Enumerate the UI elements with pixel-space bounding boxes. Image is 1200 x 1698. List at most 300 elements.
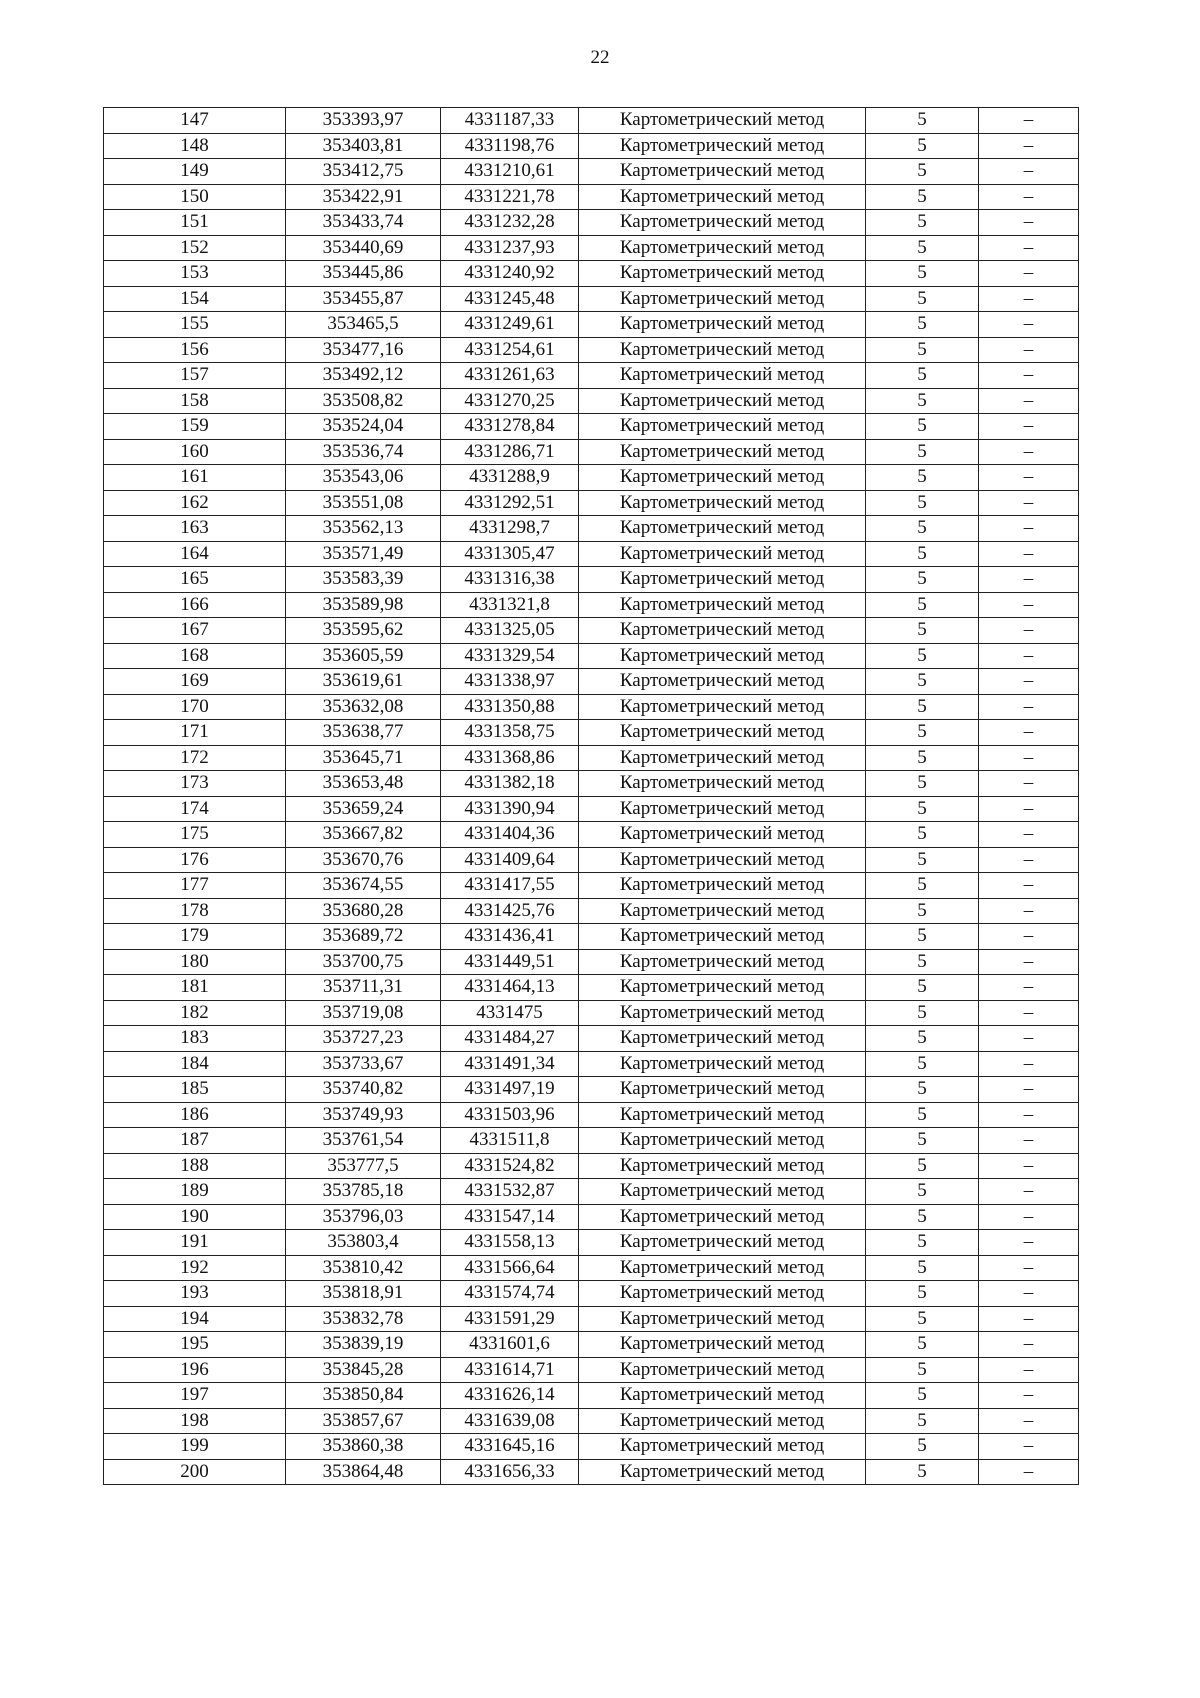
accuracy-cell: 5 (866, 1434, 979, 1460)
point-number-cell: 158 (104, 388, 286, 414)
y-coordinate-cell: 4331261,63 (441, 363, 579, 389)
dash-cell: – (979, 1306, 1079, 1332)
accuracy-cell: 5 (866, 1204, 979, 1230)
y-coordinate-cell: 4331436,41 (441, 924, 579, 950)
y-coordinate-cell: 4331321,8 (441, 592, 579, 618)
table-row (104, 337, 1079, 363)
accuracy-cell: 5 (866, 720, 979, 746)
method-cell: Картометрический метод (579, 235, 866, 261)
y-coordinate-cell: 4331240,92 (441, 261, 579, 287)
table-row (104, 694, 1079, 720)
point-number-cell: 163 (104, 516, 286, 542)
accuracy-cell: 5 (866, 949, 979, 975)
method-cell: Картометрический метод (579, 439, 866, 465)
accuracy-cell: 5 (866, 1000, 979, 1026)
y-coordinate-cell: 4331210,61 (441, 159, 579, 185)
dash-cell: – (979, 669, 1079, 695)
table-row (104, 1332, 1079, 1358)
point-number-cell: 161 (104, 465, 286, 491)
x-coordinate-cell: 353465,5 (286, 312, 441, 338)
point-number-cell: 155 (104, 312, 286, 338)
y-coordinate-cell: 4331491,34 (441, 1051, 579, 1077)
x-coordinate-cell: 353733,67 (286, 1051, 441, 1077)
y-coordinate-cell: 4331288,9 (441, 465, 579, 491)
method-cell: Картометрический метод (579, 337, 866, 363)
accuracy-cell: 5 (866, 694, 979, 720)
accuracy-cell: 5 (866, 490, 979, 516)
accuracy-cell: 5 (866, 1153, 979, 1179)
x-coordinate-cell: 353719,08 (286, 1000, 441, 1026)
table-row (104, 465, 1079, 491)
point-number-cell: 152 (104, 235, 286, 261)
accuracy-cell: 5 (866, 465, 979, 491)
dash-cell: – (979, 286, 1079, 312)
x-coordinate-cell: 353440,69 (286, 235, 441, 261)
method-cell: Картометрический метод (579, 286, 866, 312)
point-number-cell: 182 (104, 1000, 286, 1026)
x-coordinate-cell: 353477,16 (286, 337, 441, 363)
table-row (104, 592, 1079, 618)
point-number-cell: 186 (104, 1102, 286, 1128)
point-number-cell: 168 (104, 643, 286, 669)
point-number-cell: 162 (104, 490, 286, 516)
table-row (104, 414, 1079, 440)
accuracy-cell: 5 (866, 669, 979, 695)
y-coordinate-cell: 4331350,88 (441, 694, 579, 720)
y-coordinate-cell: 4331614,71 (441, 1357, 579, 1383)
point-number-cell: 200 (104, 1459, 286, 1485)
accuracy-cell: 5 (866, 873, 979, 899)
accuracy-cell: 5 (866, 618, 979, 644)
x-coordinate-cell: 353562,13 (286, 516, 441, 542)
y-coordinate-cell: 4331198,76 (441, 133, 579, 159)
point-number-cell: 180 (104, 949, 286, 975)
accuracy-cell: 5 (866, 1281, 979, 1307)
method-cell: Картометрический метод (579, 1332, 866, 1358)
x-coordinate-cell: 353839,19 (286, 1332, 441, 1358)
method-cell: Картометрический метод (579, 388, 866, 414)
y-coordinate-cell: 4331187,33 (441, 108, 579, 134)
dash-cell: – (979, 924, 1079, 950)
table-row (104, 1383, 1079, 1409)
x-coordinate-cell: 353659,24 (286, 796, 441, 822)
table-row (104, 1204, 1079, 1230)
dash-cell: – (979, 363, 1079, 389)
x-coordinate-cell: 353536,74 (286, 439, 441, 465)
coordinates-table-body (104, 108, 1079, 1485)
coordinates-table (103, 107, 1079, 1485)
table-row (104, 567, 1079, 593)
point-number-cell: 191 (104, 1230, 286, 1256)
method-cell: Картометрический метод (579, 1026, 866, 1052)
point-number-cell: 179 (104, 924, 286, 950)
table-row (104, 796, 1079, 822)
accuracy-cell: 5 (866, 1128, 979, 1154)
point-number-cell: 181 (104, 975, 286, 1001)
method-cell: Картометрический метод (579, 643, 866, 669)
accuracy-cell: 5 (866, 363, 979, 389)
dash-cell: – (979, 975, 1079, 1001)
table-row (104, 669, 1079, 695)
table-row (104, 261, 1079, 287)
x-coordinate-cell: 353749,93 (286, 1102, 441, 1128)
y-coordinate-cell: 4331417,55 (441, 873, 579, 899)
y-coordinate-cell: 4331547,14 (441, 1204, 579, 1230)
x-coordinate-cell: 353524,04 (286, 414, 441, 440)
method-cell: Картометрический метод (579, 873, 866, 899)
point-number-cell: 147 (104, 108, 286, 134)
point-number-cell: 170 (104, 694, 286, 720)
x-coordinate-cell: 353700,75 (286, 949, 441, 975)
dash-cell: – (979, 414, 1079, 440)
accuracy-cell: 5 (866, 1255, 979, 1281)
accuracy-cell: 5 (866, 439, 979, 465)
method-cell: Картометрический метод (579, 796, 866, 822)
dash-cell: – (979, 618, 1079, 644)
x-coordinate-cell: 353605,59 (286, 643, 441, 669)
dash-cell: – (979, 1102, 1079, 1128)
x-coordinate-cell: 353850,84 (286, 1383, 441, 1409)
x-coordinate-cell: 353667,82 (286, 822, 441, 848)
point-number-cell: 183 (104, 1026, 286, 1052)
dash-cell: – (979, 516, 1079, 542)
table-row (104, 1408, 1079, 1434)
method-cell: Картометрический метод (579, 949, 866, 975)
y-coordinate-cell: 4331511,8 (441, 1128, 579, 1154)
dash-cell: – (979, 1204, 1079, 1230)
dash-cell: – (979, 592, 1079, 618)
accuracy-cell: 5 (866, 210, 979, 236)
x-coordinate-cell: 353645,71 (286, 745, 441, 771)
x-coordinate-cell: 353785,18 (286, 1179, 441, 1205)
y-coordinate-cell: 4331409,64 (441, 847, 579, 873)
method-cell: Картометрический метод (579, 669, 866, 695)
table-row (104, 643, 1079, 669)
accuracy-cell: 5 (866, 312, 979, 338)
accuracy-cell: 5 (866, 1102, 979, 1128)
dash-cell: – (979, 490, 1079, 516)
accuracy-cell: 5 (866, 822, 979, 848)
table-row (104, 184, 1079, 210)
table-row (104, 1281, 1079, 1307)
table-row (104, 541, 1079, 567)
x-coordinate-cell: 353832,78 (286, 1306, 441, 1332)
y-coordinate-cell: 4331338,97 (441, 669, 579, 695)
method-cell: Картометрический метод (579, 1102, 866, 1128)
x-coordinate-cell: 353393,97 (286, 108, 441, 134)
dash-cell: – (979, 847, 1079, 873)
table-row (104, 1051, 1079, 1077)
point-number-cell: 159 (104, 414, 286, 440)
point-number-cell: 198 (104, 1408, 286, 1434)
table-row (104, 235, 1079, 261)
dash-cell: – (979, 1153, 1079, 1179)
dash-cell: – (979, 796, 1079, 822)
x-coordinate-cell: 353810,42 (286, 1255, 441, 1281)
y-coordinate-cell: 4331566,64 (441, 1255, 579, 1281)
method-cell: Картометрический метод (579, 567, 866, 593)
dash-cell: – (979, 822, 1079, 848)
point-number-cell: 189 (104, 1179, 286, 1205)
accuracy-cell: 5 (866, 541, 979, 567)
method-cell: Картометрический метод (579, 184, 866, 210)
x-coordinate-cell: 353433,74 (286, 210, 441, 236)
x-coordinate-cell: 353740,82 (286, 1077, 441, 1103)
method-cell: Картометрический метод (579, 465, 866, 491)
dash-cell: – (979, 1434, 1079, 1460)
accuracy-cell: 5 (866, 388, 979, 414)
x-coordinate-cell: 353796,03 (286, 1204, 441, 1230)
x-coordinate-cell: 353455,87 (286, 286, 441, 312)
method-cell: Картометрический метод (579, 1230, 866, 1256)
method-cell: Картометрический метод (579, 924, 866, 950)
dash-cell: – (979, 1332, 1079, 1358)
y-coordinate-cell: 4331532,87 (441, 1179, 579, 1205)
accuracy-cell: 5 (866, 337, 979, 363)
point-number-cell: 154 (104, 286, 286, 312)
table-row (104, 159, 1079, 185)
accuracy-cell: 5 (866, 975, 979, 1001)
point-number-cell: 174 (104, 796, 286, 822)
x-coordinate-cell: 353412,75 (286, 159, 441, 185)
table-row (104, 949, 1079, 975)
x-coordinate-cell: 353711,31 (286, 975, 441, 1001)
x-coordinate-cell: 353583,39 (286, 567, 441, 593)
x-coordinate-cell: 353445,86 (286, 261, 441, 287)
method-cell: Картометрический метод (579, 1357, 866, 1383)
dash-cell: – (979, 541, 1079, 567)
point-number-cell: 164 (104, 541, 286, 567)
table-row (104, 1128, 1079, 1154)
method-cell: Картометрический метод (579, 1306, 866, 1332)
point-number-cell: 173 (104, 771, 286, 797)
point-number-cell: 165 (104, 567, 286, 593)
x-coordinate-cell: 353777,5 (286, 1153, 441, 1179)
method-cell: Картометрический метод (579, 1051, 866, 1077)
method-cell: Картометрический метод (579, 975, 866, 1001)
table-row (104, 312, 1079, 338)
point-number-cell: 193 (104, 1281, 286, 1307)
dash-cell: – (979, 694, 1079, 720)
x-coordinate-cell: 353632,08 (286, 694, 441, 720)
accuracy-cell: 5 (866, 159, 979, 185)
method-cell: Картометрический метод (579, 414, 866, 440)
method-cell: Картометрический метод (579, 1000, 866, 1026)
dash-cell: – (979, 745, 1079, 771)
method-cell: Картометрический метод (579, 516, 866, 542)
dash-cell: – (979, 184, 1079, 210)
table-row (104, 388, 1079, 414)
accuracy-cell: 5 (866, 1459, 979, 1485)
table-row (104, 924, 1079, 950)
y-coordinate-cell: 4331601,6 (441, 1332, 579, 1358)
dash-cell: – (979, 1408, 1079, 1434)
accuracy-cell: 5 (866, 261, 979, 287)
accuracy-cell: 5 (866, 286, 979, 312)
method-cell: Картометрический метод (579, 1204, 866, 1230)
x-coordinate-cell: 353860,38 (286, 1434, 441, 1460)
dash-cell: – (979, 465, 1079, 491)
x-coordinate-cell: 353845,28 (286, 1357, 441, 1383)
table-row (104, 1179, 1079, 1205)
x-coordinate-cell: 353653,48 (286, 771, 441, 797)
y-coordinate-cell: 4331656,33 (441, 1459, 579, 1485)
dash-cell: – (979, 1230, 1079, 1256)
x-coordinate-cell: 353680,28 (286, 898, 441, 924)
accuracy-cell: 5 (866, 592, 979, 618)
point-number-cell: 176 (104, 847, 286, 873)
x-coordinate-cell: 353689,72 (286, 924, 441, 950)
method-cell: Картометрический метод (579, 1077, 866, 1103)
method-cell: Картометрический метод (579, 1281, 866, 1307)
point-number-cell: 150 (104, 184, 286, 210)
point-number-cell: 149 (104, 159, 286, 185)
table-row (104, 822, 1079, 848)
x-coordinate-cell: 353674,55 (286, 873, 441, 899)
table-row (104, 108, 1079, 134)
dash-cell: – (979, 1026, 1079, 1052)
accuracy-cell: 5 (866, 847, 979, 873)
table-row (104, 771, 1079, 797)
x-coordinate-cell: 353492,12 (286, 363, 441, 389)
method-cell: Картометрический метод (579, 618, 866, 644)
accuracy-cell: 5 (866, 184, 979, 210)
x-coordinate-cell: 353543,06 (286, 465, 441, 491)
table-row (104, 1230, 1079, 1256)
method-cell: Картометрический метод (579, 1255, 866, 1281)
accuracy-cell: 5 (866, 1026, 979, 1052)
point-number-cell: 196 (104, 1357, 286, 1383)
y-coordinate-cell: 4331449,51 (441, 949, 579, 975)
accuracy-cell: 5 (866, 796, 979, 822)
method-cell: Картометрический метод (579, 1179, 866, 1205)
table-row (104, 720, 1079, 746)
y-coordinate-cell: 4331639,08 (441, 1408, 579, 1434)
method-cell: Картометрический метод (579, 210, 866, 236)
method-cell: Картометрический метод (579, 592, 866, 618)
table-row (104, 1357, 1079, 1383)
method-cell: Картометрический метод (579, 822, 866, 848)
point-number-cell: 157 (104, 363, 286, 389)
x-coordinate-cell: 353422,91 (286, 184, 441, 210)
accuracy-cell: 5 (866, 1051, 979, 1077)
y-coordinate-cell: 4331464,13 (441, 975, 579, 1001)
dash-cell: – (979, 337, 1079, 363)
table-row (104, 745, 1079, 771)
point-number-cell: 151 (104, 210, 286, 236)
table-row (104, 975, 1079, 1001)
dash-cell: – (979, 1255, 1079, 1281)
y-coordinate-cell: 4331368,86 (441, 745, 579, 771)
table-row (104, 1153, 1079, 1179)
y-coordinate-cell: 4331292,51 (441, 490, 579, 516)
point-number-cell: 185 (104, 1077, 286, 1103)
method-cell: Картометрический метод (579, 490, 866, 516)
y-coordinate-cell: 4331574,74 (441, 1281, 579, 1307)
method-cell: Картометрический метод (579, 1459, 866, 1485)
method-cell: Картометрический метод (579, 312, 866, 338)
accuracy-cell: 5 (866, 414, 979, 440)
method-cell: Картометрический метод (579, 898, 866, 924)
dash-cell: – (979, 873, 1079, 899)
method-cell: Картометрический метод (579, 108, 866, 134)
accuracy-cell: 5 (866, 924, 979, 950)
accuracy-cell: 5 (866, 643, 979, 669)
dash-cell: – (979, 312, 1079, 338)
y-coordinate-cell: 4331497,19 (441, 1077, 579, 1103)
accuracy-cell: 5 (866, 1077, 979, 1103)
y-coordinate-cell: 4331591,29 (441, 1306, 579, 1332)
point-number-cell: 195 (104, 1332, 286, 1358)
x-coordinate-cell: 353589,98 (286, 592, 441, 618)
accuracy-cell: 5 (866, 771, 979, 797)
accuracy-cell: 5 (866, 235, 979, 261)
y-coordinate-cell: 4331286,71 (441, 439, 579, 465)
point-number-cell: 153 (104, 261, 286, 287)
y-coordinate-cell: 4331270,25 (441, 388, 579, 414)
y-coordinate-cell: 4331558,13 (441, 1230, 579, 1256)
x-coordinate-cell: 353818,91 (286, 1281, 441, 1307)
dash-cell: – (979, 1459, 1079, 1485)
point-number-cell: 172 (104, 745, 286, 771)
y-coordinate-cell: 4331254,61 (441, 337, 579, 363)
table-row (104, 898, 1079, 924)
y-coordinate-cell: 4331221,78 (441, 184, 579, 210)
y-coordinate-cell: 4331305,47 (441, 541, 579, 567)
point-number-cell: 188 (104, 1153, 286, 1179)
x-coordinate-cell: 353571,49 (286, 541, 441, 567)
accuracy-cell: 5 (866, 1383, 979, 1409)
method-cell: Картометрический метод (579, 720, 866, 746)
method-cell: Картометрический метод (579, 694, 866, 720)
x-coordinate-cell: 353403,81 (286, 133, 441, 159)
method-cell: Картометрический метод (579, 159, 866, 185)
point-number-cell: 177 (104, 873, 286, 899)
y-coordinate-cell: 4331316,38 (441, 567, 579, 593)
table-row (104, 1026, 1079, 1052)
y-coordinate-cell: 4331245,48 (441, 286, 579, 312)
accuracy-cell: 5 (866, 1408, 979, 1434)
table-row (104, 618, 1079, 644)
y-coordinate-cell: 4331237,93 (441, 235, 579, 261)
table-row (104, 439, 1079, 465)
point-number-cell: 194 (104, 1306, 286, 1332)
dash-cell: – (979, 1077, 1079, 1103)
y-coordinate-cell: 4331425,76 (441, 898, 579, 924)
method-cell: Картометрический метод (579, 745, 866, 771)
x-coordinate-cell: 353551,08 (286, 490, 441, 516)
dash-cell: – (979, 439, 1079, 465)
method-cell: Картометрический метод (579, 1128, 866, 1154)
table-row (104, 847, 1079, 873)
x-coordinate-cell: 353595,62 (286, 618, 441, 644)
y-coordinate-cell: 4331329,54 (441, 643, 579, 669)
y-coordinate-cell: 4331484,27 (441, 1026, 579, 1052)
dash-cell: – (979, 1000, 1079, 1026)
y-coordinate-cell: 4331390,94 (441, 796, 579, 822)
point-number-cell: 166 (104, 592, 286, 618)
table-row (104, 1255, 1079, 1281)
y-coordinate-cell: 4331475 (441, 1000, 579, 1026)
accuracy-cell: 5 (866, 133, 979, 159)
y-coordinate-cell: 4331278,84 (441, 414, 579, 440)
table-row (104, 210, 1079, 236)
point-number-cell: 175 (104, 822, 286, 848)
method-cell: Картометрический метод (579, 541, 866, 567)
x-coordinate-cell: 353761,54 (286, 1128, 441, 1154)
point-number-cell: 169 (104, 669, 286, 695)
y-coordinate-cell: 4331358,75 (441, 720, 579, 746)
